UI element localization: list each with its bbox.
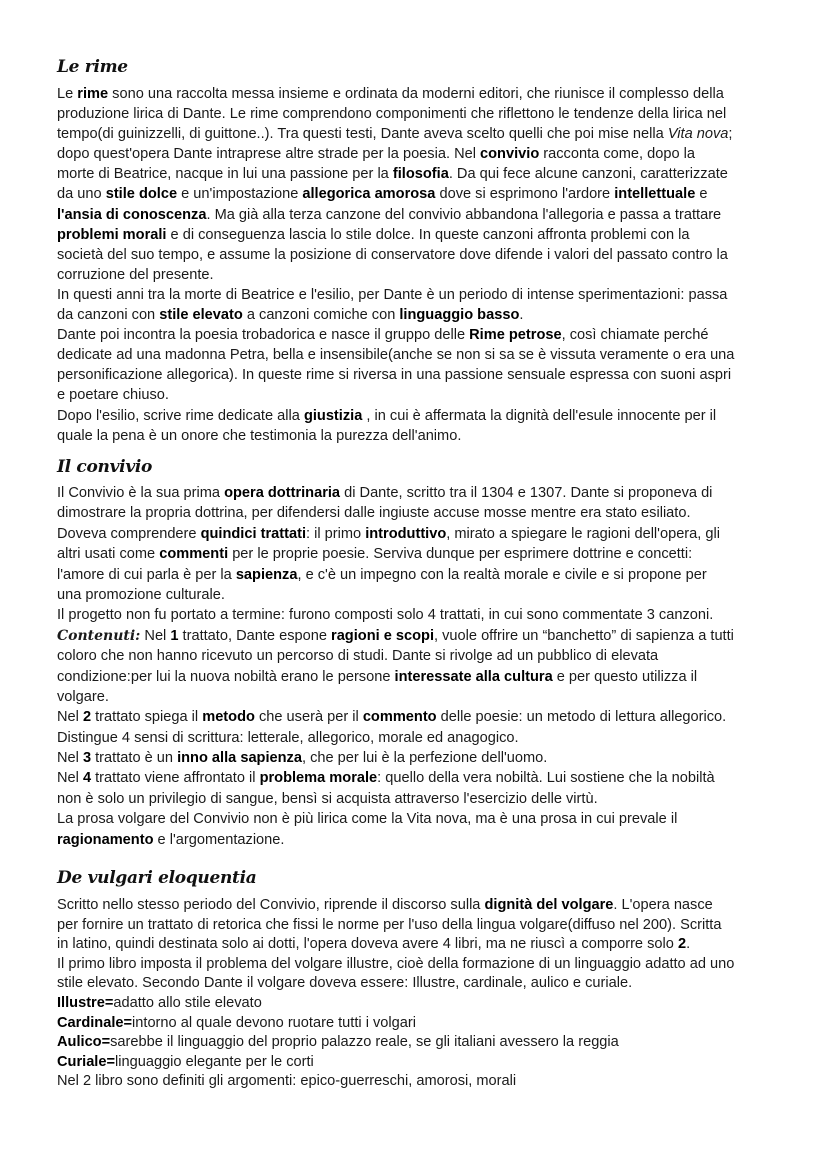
text: e un'impostazione <box>177 186 303 203</box>
text: Nel <box>57 750 83 767</box>
bold-text: filosofia <box>392 166 449 183</box>
text: e l'argomentazione. <box>153 831 285 848</box>
text-line <box>57 503 787 523</box>
bold-text: quindici trattati <box>200 525 306 542</box>
text-line <box>57 164 787 184</box>
text: e di conseguenza lascia lo stile dolce. In queste canzoni affronta problemi con la <box>166 226 690 243</box>
bold-text: opera dottrinaria <box>224 485 341 501</box>
text-line <box>57 585 787 605</box>
text-line <box>57 325 787 345</box>
text-line <box>57 184 787 204</box>
text-line <box>57 565 787 585</box>
text: trattato è un <box>91 750 178 767</box>
bold-text: 2 <box>677 936 687 953</box>
text: intorno al quale devono ruotare tutti i volgari <box>132 1014 416 1031</box>
text-line <box>57 544 787 564</box>
text: da canzoni con <box>57 307 160 324</box>
text-line <box>57 605 787 625</box>
text: , mirato a spiegare le ragioni dell'opera, gli <box>446 525 720 542</box>
bold-text: problemi morali <box>57 226 167 243</box>
text: e poetare chiuso. <box>57 387 169 404</box>
text-line <box>57 483 787 503</box>
text: produzione lirica di Dante. Le rime comprendono componimenti che riflettono le tendenze della lirica nel <box>57 106 727 123</box>
text: linguaggio elegante per le corti <box>115 1053 314 1070</box>
text: stile elevato. Secondo Dante il volgare doveva essere: Illustre, cardinale, aulico e curiale. <box>57 975 633 992</box>
text-line <box>57 385 787 405</box>
bold-text: ragionamento <box>57 831 154 848</box>
text: Nel <box>57 770 83 787</box>
text: una promozione culturale. <box>57 586 225 603</box>
text-line <box>57 667 787 687</box>
bold-text: Rime petrose <box>469 327 562 344</box>
text: . <box>519 307 524 324</box>
text: per fornire un trattato di retorica che fissi le norme per l'uso della lingua volgare(diffuso nel 200). Scritta <box>57 916 722 933</box>
bold-text: 3 <box>82 750 92 767</box>
text: in latino, quindi destinata solo ai dotti, l'opera doveva avere 4 libri, ma ne riuscì a comporre solo <box>57 936 678 953</box>
text: . Ma già alla terza canzone del convivio abbandona l'allegoria e passa a trattare <box>206 206 722 223</box>
text: dopo quest'opera Dante intraprese altre strade per la poesia. Nel <box>57 146 481 163</box>
text-line <box>57 896 787 916</box>
bold-text: dignità del volgare <box>484 897 614 913</box>
text: . L'opera nasce <box>613 897 713 913</box>
text: dove si esprimono l'ardore <box>435 186 615 203</box>
text-line <box>57 524 787 544</box>
text-line <box>57 809 787 829</box>
text: e per questo utilizza il <box>552 668 698 685</box>
text: racconta come, dopo la <box>539 146 695 163</box>
bold-text: metodo <box>202 709 255 726</box>
text-line <box>57 830 787 850</box>
text-line <box>57 104 787 124</box>
text: altri usati come <box>57 546 160 563</box>
text: Nel 2 libro sono definiti gli argomenti: epico-guerreschi, amorosi, morali <box>57 1073 517 1090</box>
text: trattato spiega il <box>91 709 203 726</box>
bold-text: convivio <box>480 146 540 163</box>
text: tempo(di guinizzelli, di guittone..). Tra questi testi, Dante aveva scelto quelli che poi mise nella <box>57 126 668 143</box>
text: : il primo <box>306 525 366 542</box>
text-line <box>57 144 787 164</box>
bold-text: stile dolce <box>105 186 178 203</box>
text-line <box>57 84 787 104</box>
bold-text: introduttivo <box>365 525 447 542</box>
bold-text: 4 <box>82 770 92 787</box>
text: morte di Beatrice, nacque in lui una passione per la <box>57 166 393 183</box>
text-line <box>57 205 787 225</box>
text: da uno <box>57 186 106 203</box>
text: per le proprie poesie. Serviva dunque per esprimere dottrine e concetti: <box>228 546 693 563</box>
text: Scritto nello stesso periodo del Convivio, riprende il discorso sulla <box>57 897 485 913</box>
text-line <box>57 285 787 305</box>
heading-il-convivio: Il convivio <box>57 457 153 477</box>
text-line <box>57 124 787 144</box>
bold-text: Aulico= <box>57 1034 111 1051</box>
text: Dopo l'esilio, scrive rime dedicate alla <box>57 407 304 424</box>
text: Nel <box>57 709 83 726</box>
text: Distingue 4 sensi di scrittura: letterale, allegorico, morale ed anagogico. <box>57 729 519 746</box>
text: Il Convivio è la sua prima <box>57 485 225 501</box>
text: trattato, Dante espone <box>178 627 332 644</box>
text-line <box>57 974 787 994</box>
text-line <box>57 789 787 809</box>
text-line <box>57 1072 787 1092</box>
bold-text: problema morale <box>259 770 378 787</box>
bold-text: giustizia <box>303 407 363 424</box>
text: , in cui è affermata la dignità dell'esule innocente per il <box>362 407 717 424</box>
text-line <box>57 365 787 385</box>
bold-text: Cardinale= <box>57 1014 133 1031</box>
bold-text: interessate alla cultura <box>394 668 553 685</box>
text: condizione:per lui la nuova nobiltà erano le persone <box>57 668 395 685</box>
text-line <box>57 935 787 955</box>
text-line <box>57 426 787 446</box>
text-line <box>57 626 787 646</box>
text: Il progetto non fu portato a termine: furono composti solo 4 trattati, in cui sono commentate 3 canzoni. <box>57 607 714 624</box>
text-line <box>57 245 787 265</box>
section-body-de-vulgari <box>57 896 787 1092</box>
text: sono una raccolta messa insieme e ordinata da moderni editori, che riunisce il complesso della <box>108 86 724 102</box>
bold-text: stile elevato <box>159 307 243 324</box>
text: volgare. <box>57 688 109 705</box>
bold-text: Illustre= <box>57 994 114 1011</box>
text-line <box>57 265 787 285</box>
text-line <box>57 1033 787 1053</box>
text: l'amore di cui parla è per la <box>57 566 236 583</box>
text-line <box>57 646 787 666</box>
italic-text: Vita nova <box>667 126 729 143</box>
text: corruzione del presente. <box>57 266 214 283</box>
bold-text: linguaggio basso <box>399 307 520 324</box>
text: Doveva comprendere <box>57 525 201 542</box>
text: quale la pena è un onore che testimonia la purezza dell'animo. <box>57 427 462 444</box>
text: Nel <box>140 627 171 644</box>
text-line <box>57 406 787 426</box>
text: delle poesie: un metodo di lettura allegorico. <box>436 709 727 726</box>
heading-de-vulgari-eloquentia: De vulgari eloquentia <box>57 868 257 888</box>
bold-text: rime <box>77 86 109 102</box>
text-line <box>57 916 787 936</box>
text: personificazione allegorica). In queste rime si riversa in una passione sensuale espressa con suoni aspri <box>57 367 732 384</box>
text: di Dante, scritto tra il 1304 e 1307. Dante si proponeva di <box>340 485 713 501</box>
text: . Da qui fece alcune canzoni, caratterizzate <box>448 166 728 183</box>
text: trattato viene affrontato il <box>91 770 260 787</box>
text: , e c'è un impegno con la realtà morale e civile e si propone per <box>297 566 707 583</box>
text: non è solo un privilegio di sangue, bensì si acquista attraverso l'esercizio delle virtù. <box>57 790 598 807</box>
text-line <box>57 955 787 975</box>
text: Le <box>57 86 78 102</box>
text: La prosa volgare del Convivio non è più lirica come la Vita nova, ma è una prosa in cui prevale il <box>57 811 678 828</box>
text-line <box>57 728 787 748</box>
text-line <box>57 748 787 768</box>
text-line <box>57 1014 787 1034</box>
text: sarebbe il linguaggio del proprio palazzo reale, se gli italiani avessero la reggia <box>110 1034 619 1051</box>
text: , che per lui è la perfezione dell'uomo. <box>301 750 548 767</box>
section-body-le-rime <box>57 84 787 446</box>
text: , così chiamate perché <box>561 327 709 344</box>
text: dimostrare la propria dottrina, per difendersi dalle ingiuste accuse mosse mentre era stato esiliato. <box>57 505 691 522</box>
text: . <box>686 936 691 953</box>
text: In questi anni tra la morte di Beatrice e l'esilio, per Dante è un periodo di intense sperimentazioni: passa <box>57 286 728 303</box>
bold-text: sapienza <box>235 566 298 583</box>
bold-text: Curiale= <box>57 1053 115 1070</box>
handwritten-label: Contenuti: <box>57 627 141 644</box>
text: e <box>695 186 708 203</box>
bold-text: l'ansia di conoscenza <box>57 206 207 223</box>
heading-le-rime: Le rime <box>57 57 128 77</box>
text: che userà per il <box>254 709 363 726</box>
bold-text: commento <box>362 709 437 726</box>
text: società del suo tempo, e assume la posizione di conservatore dove difende i valori del passato contro la <box>57 246 728 263</box>
text: ; <box>728 126 733 143</box>
text-line <box>57 994 787 1014</box>
text-line <box>57 768 787 788</box>
text-line <box>57 687 787 707</box>
bold-text: commenti <box>159 546 229 563</box>
bold-text: intellettuale <box>614 186 696 203</box>
text: adatto allo stile elevato <box>113 994 262 1011</box>
bold-text: 1 <box>170 627 179 644</box>
text: Dante poi incontra la poesia trobadorica e nasce il gruppo delle <box>57 327 470 344</box>
section-body-il-convivio <box>57 483 787 850</box>
text-line <box>57 225 787 245</box>
text-line <box>57 1053 787 1073</box>
text: , vuole offrire un “banchetto” di sapienza a tutti <box>434 627 734 644</box>
bold-text: ragioni e scopi <box>331 627 435 644</box>
text: : quello della vera nobiltà. Lui sostiene che la nobiltà <box>377 770 715 787</box>
text: dedicate ad una madonna Petra, bella e insensibile(anche se non si sa se è vissuta veramente o era una <box>57 347 735 364</box>
text-line <box>57 345 787 365</box>
text: Il primo libro imposta il problema del volgare illustre, cioè della formazione di un linguaggio adatto ad uno <box>57 955 735 972</box>
bold-text: inno alla sapienza <box>177 750 302 767</box>
bold-text: allegorica amorosa <box>302 186 436 203</box>
text: a canzoni comiche con <box>242 307 400 324</box>
text-line <box>57 707 787 727</box>
text: coloro che non hanno ricevuto un percorso di studi. Dante si rivolge ad un pubblico di elevata <box>57 648 659 665</box>
bold-text: 2 <box>82 709 92 726</box>
text-line <box>57 305 787 325</box>
